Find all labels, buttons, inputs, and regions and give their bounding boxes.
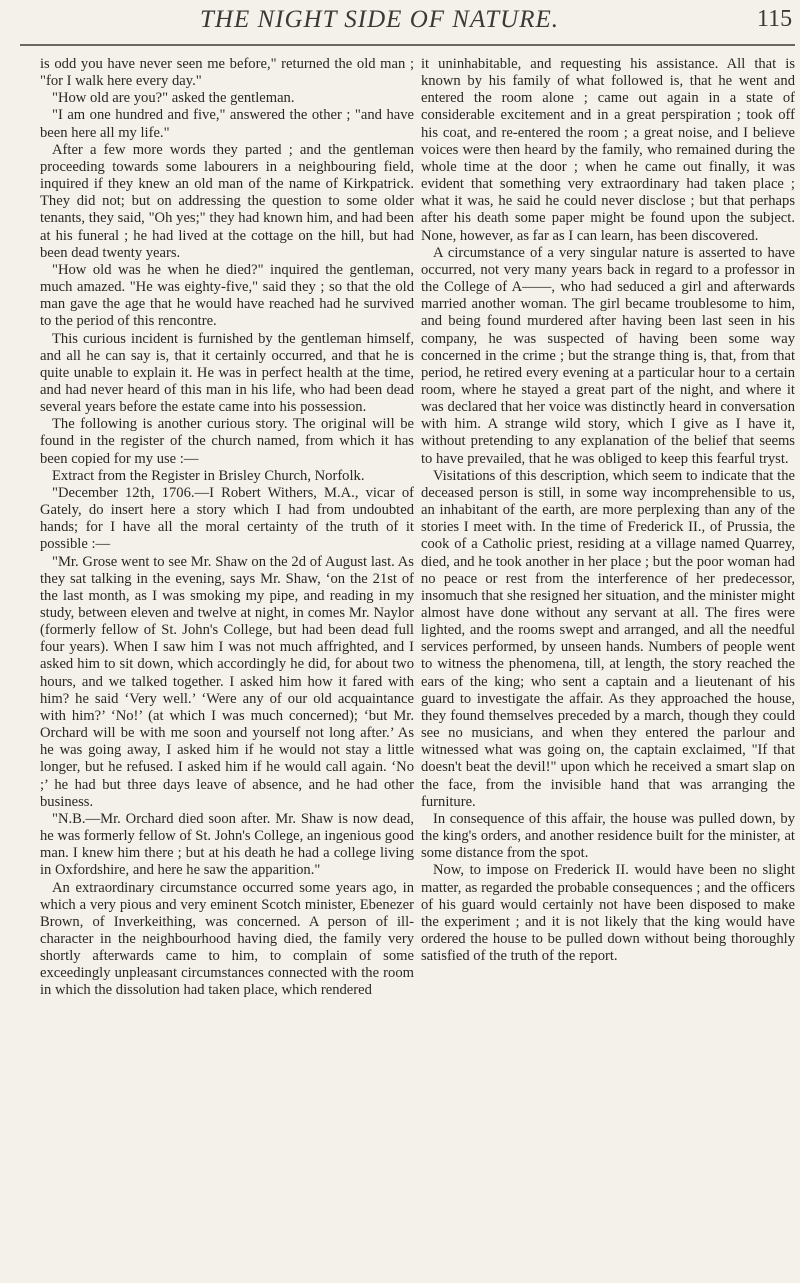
- paragraph: An extraordinary circumstance occurred some years ago, in which a very pious and very eminent Scotch minister, Ebenezer Brown, of Inverkeithing, was concerned. A person of ill-character in the neighbourhood having died, the family very shortly afterwards came to him, to complain of some exceedingly unpleasant circumstances connected with the room in which the dissolution had taken place, which rendered: [40, 879, 414, 999]
- register-source: Extract from the Register in Brisley Church, Norfolk.: [52, 467, 365, 484]
- paragraph: A circumstance of a very singular nature is asserted to have occurred, not very many years back in regard to a professor in the College of A——, who had seduced a girl and afterwards married another woman. The girl became troublesome to him, and being found murdered after having been last seen in his company, he was suspected of having been some way concerned in the crime ; but the strange thing is, that, from that period, he retired every evening at a particular hour to a certain room, where he stayed a great part of the night, and where it was declared that her voice was distinctly heard in conversation with him. A strange wild story, which I give as I have it, without pretending to any explanation of the belief that seems to have prevailed, that he was obliged to keep this fearful tryst.: [421, 244, 795, 467]
- running-title: THE NIGHT SIDE OF NATURE.: [200, 6, 560, 33]
- paragraph: This curious incident is furnished by the gentleman himself, and all he can say is, that it certainly occurred, and that he is quite unable to explain it. He was in perfect health at the time, and had never heard of this man in his life, who had been dead several years before the estate came into his possession.: [40, 330, 414, 416]
- paragraph: "I am one hundred and five," answered the other ; "and have been here all my life.": [40, 107, 414, 141]
- paragraph: After a few more words they parted ; and the gentleman proceeding towards some labourers in a neighbouring field, inquired if they knew an old man of the name of Kirkpatrick. They did not; but on addressing the question to some older tenants, they said, "Oh yes;" they had known him, and had been at his funeral ; he had lived at the cottage on the hill, but had been dead twenty years.: [40, 141, 414, 261]
- paragraph: The following is another curious story. The original will be found in the register of the church named, from which it has been copied for my use :—: [40, 416, 414, 467]
- paragraph: Visitations of this description, which seem to indicate that the deceased person is still, in some way incomprehensible to us, an inhabitant of the earth, are more perplexing than any of the stories I meet with. In the time of Frederick II., of Prussia, the cook of a Catholic priest, residing at a village named Quarrey, died, and he took another in her place ; but the poor woman had no peace or rest from the interference of her predecessor, insomuch that she resigned her situation, and the minister might almost have done without any servant at all. The fires were lighted, and the rooms swept and arranged, and all the needful services performed, by unseen hands. Numbers of people went to witness the phenomena, till, at length, the story reached the ears of the king; who sent a captain and a lieutenant of his guard to investigate the affair. As they approached the house, they found themselves preceded by a march, though they could see no musicians, and when they entered the parlour and witnessed what was going on, the captain exclaimed, "If that doesn't beat the devil!" upon which he received a smart slap on the face, from the invisible hand that was arranging the furniture.: [421, 467, 795, 810]
- paragraph: "N.B.—Mr. Orchard died soon after. Mr. Shaw is now dead, he was formerly fellow of St. John's College, an ingenious good man. I knew him there ; but at his death he had a college living in Oxfordshire, and here he saw the apparition.": [40, 810, 414, 879]
- paragraph: "How old are you?" asked the gentleman.: [52, 90, 295, 107]
- running-head: [0, 6, 800, 46]
- left-column: [40, 56, 414, 1000]
- page-number: 115: [757, 6, 793, 32]
- paragraph: Now, to impose on Frederick II. would have been no slight matter, as regarded the probable consequences ; and the officers of his guard would certainly not have been disposed to make the experiment ; and it is not likely that the king would have ordered the house to be pulled down without being thoroughly satisfied of the truth of the report.: [421, 862, 795, 965]
- right-column: [421, 56, 795, 965]
- paragraph: it uninhabitable, and requesting his assistance. All that is known by his family of what followed is, that he went and entered the room alone ; came out again in a state of considerable excitement and in a great perspiration ; took off his coat, and re-entered the room ; a great noise, and I believe voices were then heard by the family, who remained during the whole time at the door ; when he came out finally, it was evident that something very extraordinary had taken place ; what it was, he said he could never disclose ; but that perhaps after his death some paper might be found upon the subject. None, however, as far as I can learn, has been discovered.: [421, 56, 795, 244]
- paragraph: "How old was he when he died?" inquired the gentleman, much amazed. "He was eighty-five," said they ; so that the old man gave the age that he would have reached had he survived to the period of this rencontre.: [40, 261, 414, 330]
- paragraph: is odd you have never seen me before," returned the old man ; "for I walk here every day.": [40, 56, 414, 90]
- paragraph: In consequence of this affair, the house was pulled down, by the king's orders, and another residence built for the minister, at some distance from the spot.: [421, 810, 795, 862]
- paragraph: "December 12th, 1706.—I Robert Withers, M.A., vicar of Gately, do insert here a story which I had from undoubted hands; for I have all the moral certainty of the truth of it possible :—: [40, 484, 414, 553]
- paragraph: "Mr. Grose went to see Mr. Shaw on the 2d of August last. As they sat talking in the evening, says Mr. Shaw, ‘on the 21st of the last month, as I was smoking my pipe, and reading in my study, between eleven and twelve at night, in comes Mr. Naylor (formerly fellow of St. John's College, but had been dead full four years). When I saw him I was not much affrighted, and I asked him to sit down, which accordingly he did, for about two hours, and we talked together. I asked him how it fared with him? he said ‘Very well.’ ‘Were any of our old acquaintance with him?’ ‘No!’ (at which I was much concerned); ‘but Mr. Orchard will be with me soon and yourself not long after.’ As he was going away, I asked him if he would not stay a little longer, but he refused. I asked him if he would call again. ‘No ;’ he had but three days leave of absence, and he had other business.: [40, 553, 414, 810]
- header-rule: [20, 44, 795, 46]
